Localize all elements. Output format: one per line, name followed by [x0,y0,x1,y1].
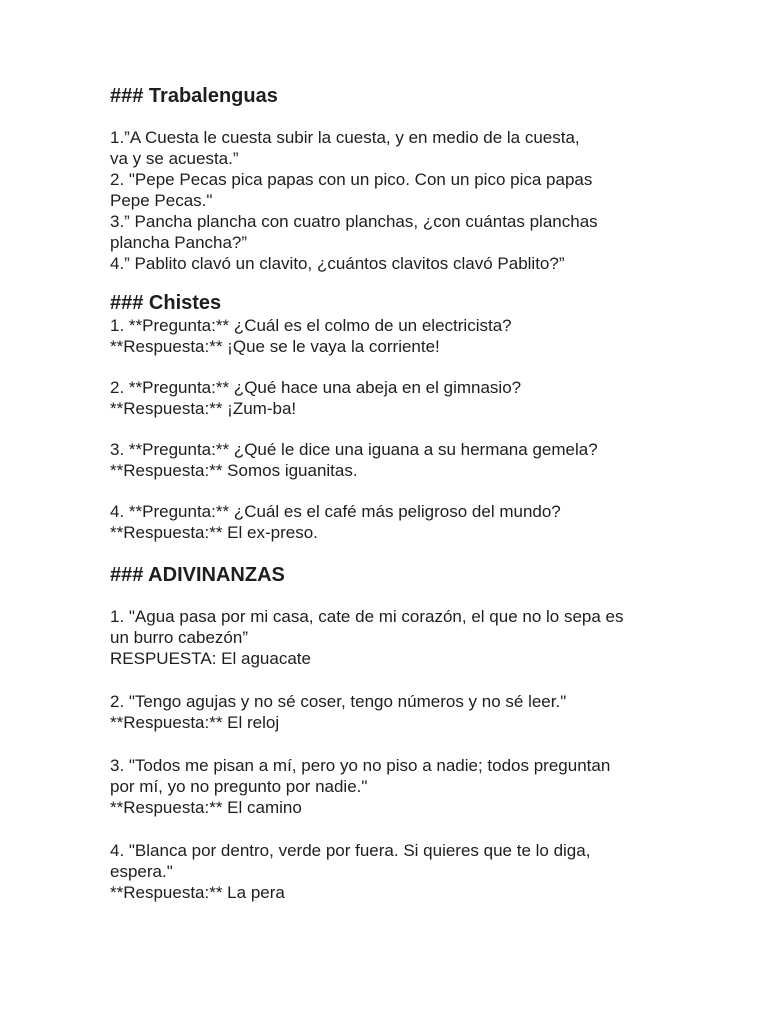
chiste-question: 4. **Pregunta:** ¿Cuál es el café más peligroso del mundo? [110,502,561,521]
adivinanza-item [110,606,670,669]
trabalenguas-line: 2. "Pepe Pecas pica papas con un pico. Con un pico pica papas [110,170,593,189]
adivinanza-answer: RESPUESTA: El aguacate [110,649,311,668]
chistes-heading: ### Chistes [110,292,222,314]
chiste-answer: **Respuesta:** ¡Zum-ba! [110,399,297,418]
trabalenguas-line: 3.” Pancha plancha con cuatro planchas, ¿con cuántas planchas [110,212,598,231]
adivinanza-question: 1. "Agua pasa por mi casa, cate de mi corazón, el que no lo sepa es [110,607,624,626]
trabalenguas-line: 4.” Pablito clavó un clavito, ¿cuántos clavitos clavó Pablito?” [110,254,565,273]
adivinanza-answer: **Respuesta:** El camino [110,798,302,817]
chiste-item [110,315,670,357]
chiste-answer: **Respuesta:** ¡Que se le vaya la corriente! [110,337,440,356]
chiste-question: 2. **Pregunta:** ¿Qué hace una abeja en el gimnasio? [110,378,522,397]
adivinanza-question: un burro cabezón” [110,628,248,647]
adivinanza-question: 4. "Blanca por dentro, verde por fuera. Si quieres que te lo diga, [110,841,591,860]
trabalenguas-list [110,127,670,274]
adivinanza-question: por mí, yo no pregunto por nadie." [110,777,368,796]
adivinanza-answer: **Respuesta:** El reloj [110,713,280,732]
trabalenguas-line: plancha Pancha?” [110,233,248,252]
adivinanza-item [110,840,670,903]
adivinanza-question: 2. "Tengo agujas y no sé coser, tengo números y no sé leer." [110,692,567,711]
chiste-question: 1. **Pregunta:** ¿Cuál es el colmo de un electricista? [110,316,512,335]
chiste-item [110,501,670,543]
chiste-question: 3. **Pregunta:** ¿Qué le dice una iguana a su hermana gemela? [110,440,598,459]
adivinanzas-heading: ### ADIVINANZAS [110,564,285,586]
trabalenguas-line: 1.”A Cuesta le cuesta subir la cuesta, y en medio de la cuesta, [110,128,580,147]
chiste-answer: **Respuesta:** El ex-preso. [110,523,318,542]
adivinanza-item [110,691,670,733]
chiste-answer: **Respuesta:** Somos iguanitas. [110,461,358,480]
adivinanza-question: 3. "Todos me pisan a mí, pero yo no piso a nadie; todos preguntan [110,756,611,775]
adivinanza-item [110,755,670,818]
chiste-item [110,377,670,419]
adivinanza-answer: **Respuesta:** La pera [110,883,285,902]
adivinanza-question: espera." [110,862,173,881]
trabalenguas-line: Pepe Pecas." [110,191,213,210]
trabalenguas-line: va y se acuesta.” [110,149,239,168]
chiste-item [110,439,670,481]
document-page [110,84,670,903]
trabalenguas-heading: ### Trabalenguas [110,85,278,107]
